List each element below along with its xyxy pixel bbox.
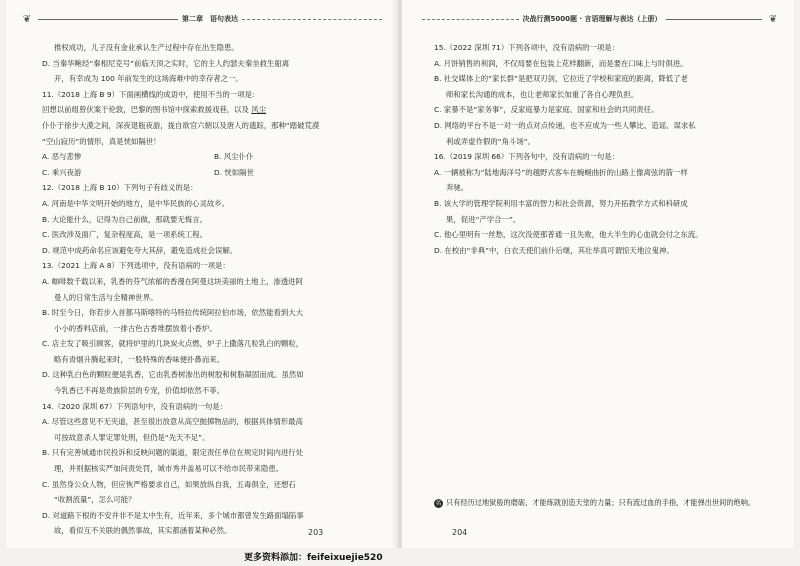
option-line: A. 尽管这些意见不无夹道，甚至很出放意从高空抛掷物品的，根据具体情形最高 <box>42 417 303 427</box>
text-line: 曼人的日常生活与全精神世界。 <box>54 292 158 302</box>
motivational-quote <box>434 497 770 509</box>
option-line: B. 该大学的管理学院利用丰富的智力和社会资源，努力开拓教学方式和科研成 <box>434 198 688 208</box>
left-page-content <box>42 40 386 539</box>
text-line: 回想以前组曾伏案于伦敦，巴黎的图书馆中探索救援戏巷，以及 风尘 <box>42 105 267 115</box>
option-a: A. 恶与悲惨 <box>42 152 82 162</box>
option-line: A. 咖啡数千载以来，乳香的芬气浓郁的香漫在阿曼这块美丽的土地上，渗透进阿 <box>42 276 303 286</box>
option-line: B. 时至今日，你若步入首都马斯喀特的马特拉传统阿拉伯市场，依然能看到大大 <box>42 308 304 318</box>
text-line: 可按故意杀人罪定罪处刑，但仍是“先天不足”。 <box>54 432 210 442</box>
option-line: B. 大论能什么，记得为自己前做，那就要无悔言。 <box>42 214 207 224</box>
header-rule-dashed <box>242 19 382 20</box>
question-11: 11.（2018 上海 B 9）下面画横线的成语中，使用不当的一项是： <box>42 89 260 99</box>
book-title: 决战行测5000题 · 言语理解与表达（上册） <box>522 15 662 23</box>
option-line: A. 月饼销售的利润，不仅局要在包装上花样翻新，而是要在口味上与时俱进。 <box>434 58 688 68</box>
option-line: B. 社交媒体上的“家长群”是把双刃剑，它拉近了学校和家庭的距离，降低了老 <box>434 74 688 84</box>
header-rule <box>38 19 178 20</box>
underlined-term: 风尘 <box>251 105 267 115</box>
option-line: C. 医改涉及面广，复杂程度高，是一项系统工程。 <box>42 230 208 240</box>
text-line: D. 当秦华鲍经“秦相尼克号”前临天顶之实时，它的主人约瑟夫秦坐救生船离 <box>42 58 290 68</box>
text-line: 今乳香已不再是贵族阶层的专宠，价值却依然不菲。 <box>54 386 224 396</box>
right-page-header <box>418 12 780 26</box>
question-14: 14.（2020 深圳 67）下列语句中，没有语病的一句是： <box>42 401 228 411</box>
option-line: D. 这种乳白色的颗粒便是乳香，它由乳香树渗出的树胶和树脂凝固而成。虽然如 <box>42 370 304 380</box>
question-15: 15.（2022 深圳 71）下列各项中，没有语病的一项是： <box>434 43 620 52</box>
text-line: 师和家长沟通的成本，也让老师家长加重了各自心理负担。 <box>446 89 639 99</box>
right-page <box>402 0 794 548</box>
text-line: 故，看似互不关联的偶然事故，其实都涵着某种必然。 <box>54 526 232 536</box>
right-page-content <box>434 40 770 258</box>
question-13: 13.（2021 上海 A 8）下列选项中，没有语病的一项是： <box>42 261 230 271</box>
left-page-header <box>20 12 386 26</box>
text-line: 果，促进“产学合一”。 <box>446 214 521 224</box>
left-page <box>6 0 398 548</box>
question-12: 12.（2018 上海 B 10）下列句子有歧义的是： <box>42 183 198 193</box>
quote-badge-icon: 名 <box>435 499 442 507</box>
text-line: 奔驰。 <box>446 183 469 193</box>
option-line: A. 一辆被称为“陆地海洋号”的越野式客车在蜿蜒曲折的山路上像离弦的箭一样 <box>434 167 688 177</box>
text-line: 理，并则据核实严加问责处罚，城市秀井盖易可以不给市民带来隐患。 <box>54 464 284 474</box>
text-line: 仆仆于徐步大漠之间，深夜退瓶夜游，拢自欲官六朝以及唐人的遗踪，那种“踏破荒漠 <box>42 120 320 130</box>
option-line: C. 他心里明有一丝愁，这次没使那普通一且失败，他大半生的心血就会付之东流。 <box>434 230 703 240</box>
page-number: 204 <box>452 528 468 537</box>
text-line: 利或弄虚作假的“角斗场”。 <box>446 136 535 146</box>
option-line: C. 虽然身公众人物，但应恢严格要求自己，如果放纵自我，五毒俱全，还想石 <box>42 479 296 489</box>
page-number: 203 <box>308 528 324 537</box>
footer-note: 更多资料添加：feifeixuejie520 <box>244 553 383 563</box>
text-line: 小小的香料店前，一排古色古香堆摆放着小香炉。 <box>54 323 217 333</box>
header-rule-dashed <box>422 19 519 20</box>
chapter-title: 第二章 语句表达 <box>182 15 238 23</box>
option-c: C. 乘兴夜游 <box>42 167 82 177</box>
text-line: 开，有幸成为 100 年前发生的这场海难中的幸存者之一。 <box>54 74 243 84</box>
quote-text: 只有经历过地狱般的磨砺，才能练就创造天堂的力量；只有流过血的手指，才能弹出世间的绝响。 <box>446 498 756 507</box>
option-line: D. 网络的平台不是一对一的点对点传递，也不应成为一些人攀比、造谣、谋求私 <box>434 120 696 130</box>
option-line: C. 店主发了吸引顾客，就将炉里的几块炭火点燃，炉子上撒落几粒乳白的颗粒， <box>42 339 304 349</box>
option-d: D. 恍如隔世 <box>214 167 254 177</box>
text-line: 略有青烟升腾起来时，一股特殊的香味便扑鼻而来。 <box>54 354 224 364</box>
option-line: D. 规范中成药命名应该避免夸大其辞，避免造成社会误解。 <box>42 245 238 255</box>
header-rule <box>666 19 763 20</box>
text-line: “空山寂历”的情形，真是恍如隔世！ <box>42 136 161 146</box>
option-line: D. 在校由“非典”中，白衣天使们前仆后继，其壮举真可谓惊天地泣鬼神。 <box>434 245 674 255</box>
leaf-ornament-icon: ❦ <box>768 13 778 25</box>
option-line: B. 只有完善城通市民投诉和反映问题的渠道，限定责任单位在规定时间内进行处 <box>42 448 304 458</box>
text-line: 推权成功，儿子没有金业承认生产过程中存在出生隐患。 <box>54 43 239 52</box>
option-line: C. 家暴不是“家务事”，反家庭暴力是家庭、国家和社会的共同责任。 <box>434 105 659 115</box>
option-line: A. 河南是中华文明开始的地方，是中华民族的心灵故乡。 <box>42 198 230 208</box>
question-11-options <box>42 165 386 181</box>
leaf-ornament-icon: ❦ <box>22 13 32 25</box>
text-line: “收割流量”，怎么可能？ <box>54 495 136 505</box>
question-11-options <box>42 149 386 165</box>
option-line: D. 对道路下根的不安并非不是太中生有，近年来，多个城市都曾发生路面塌陷事 <box>42 510 304 520</box>
question-16: 16.（2019 深圳 66）下列各句中，没有语病的一句是： <box>434 152 620 162</box>
option-b: B. 风尘仆仆 <box>214 152 254 162</box>
